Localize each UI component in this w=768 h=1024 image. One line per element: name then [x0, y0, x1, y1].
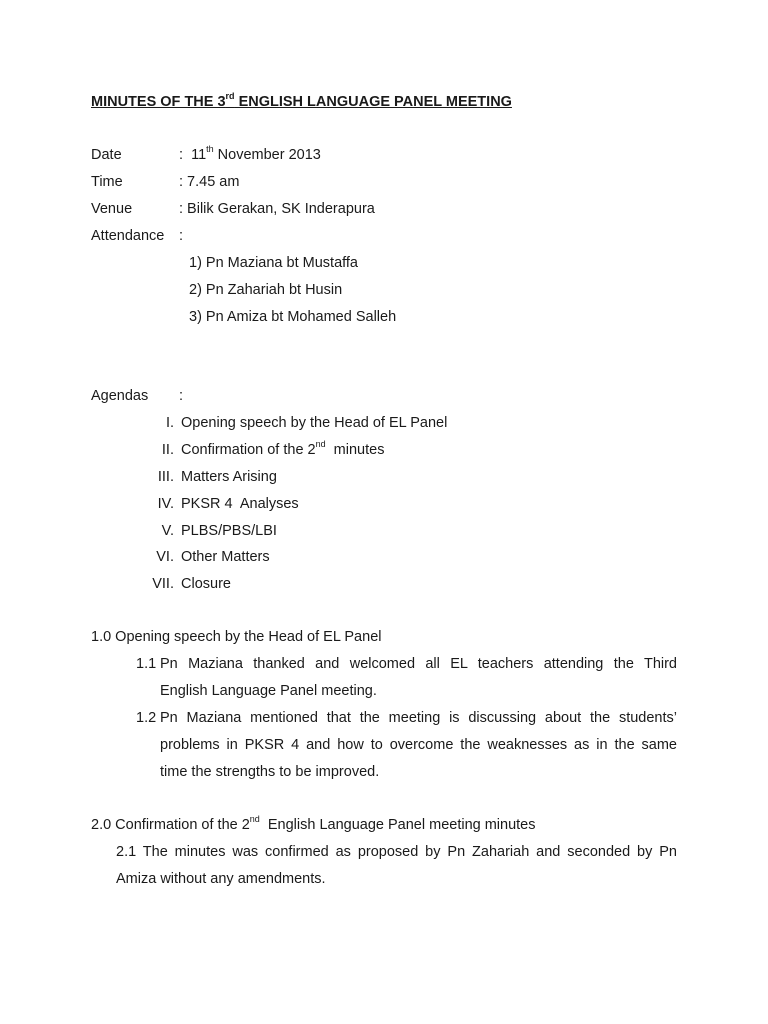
- section-1-heading: 1.0 Opening speech by the Head of EL Panel: [91, 629, 382, 645]
- section-1-2-line: problems in PKSR 4 and how to overcome the weaknesses as in the same: [160, 737, 677, 753]
- section-1-1-number: 1.1: [136, 656, 157, 672]
- agenda-item: Closure: [181, 576, 231, 592]
- agenda-item: Other Matters: [181, 549, 270, 565]
- agenda-numeral: VII.: [152, 576, 174, 592]
- section-1-2-line: time the strengths to be improved.: [160, 764, 380, 780]
- agenda-numeral: III.: [157, 469, 174, 485]
- section-2-1-line: 2.1 The minutes was confirmed as proposed by Pn Zahariah and seconded by Pn: [116, 844, 677, 860]
- agenda-item: PKSR 4 Analyses: [181, 496, 299, 512]
- title-superscript: rd: [225, 91, 235, 102]
- time-label: Time: [91, 174, 123, 190]
- agenda-item: [181, 440, 384, 460]
- agenda-item: Opening speech by the Head of EL Panel: [181, 415, 448, 431]
- section-1-1-line: English Language Panel meeting.: [160, 683, 377, 699]
- agenda-item-superscript: nd: [315, 439, 326, 450]
- date-value: [179, 145, 321, 165]
- date-superscript: th: [206, 144, 214, 155]
- section-1-2-line: Pn Maziana mentioned that the meeting is discussing about the students’: [160, 710, 677, 726]
- agenda-numeral: II.: [161, 442, 174, 458]
- agenda-item: Matters Arising: [181, 469, 277, 485]
- section-2-1-line: Amiza without any amendments.: [116, 871, 326, 887]
- date-value-post: November 2013: [213, 147, 321, 163]
- section-2-heading-superscript: nd: [249, 814, 260, 825]
- section-2-heading: [91, 815, 536, 835]
- attendee-item: 1) Pn Maziana bt Mustaffa: [189, 255, 358, 271]
- venue-value: : Bilik Gerakan, SK Inderapura: [179, 201, 375, 217]
- title-text: MINUTES OF THE 3: [91, 94, 226, 110]
- attendee-item: 3) Pn Amiza bt Mohamed Salleh: [189, 309, 397, 325]
- section-2-heading-text-rest: English Language Panel meeting minutes: [259, 817, 536, 833]
- attendance-colon: :: [179, 228, 184, 244]
- document-title: [91, 92, 512, 112]
- title-text-rest: ENGLISH LANGUAGE PANEL MEETING: [234, 94, 512, 110]
- agenda-item-text: Confirmation of the 2: [181, 442, 316, 458]
- agenda-numeral: I.: [165, 415, 174, 431]
- section-1-2-number: 1.2: [136, 710, 157, 726]
- agenda-numeral: V.: [161, 523, 174, 539]
- attendee-item: 2) Pn Zahariah bt Husin: [189, 282, 343, 298]
- date-value-pre: : 11: [179, 147, 207, 163]
- attendance-label: Attendance: [91, 228, 165, 244]
- agenda-item: PLBS/PBS/LBI: [181, 523, 277, 539]
- agendas-colon: :: [179, 388, 184, 404]
- agenda-item-text-rest: minutes: [325, 442, 385, 458]
- time-value: : 7.45 am: [179, 174, 240, 190]
- agenda-numeral: IV.: [157, 496, 174, 512]
- section-1-1-line: Pn Maziana thanked and welcomed all EL teachers attending the Third: [160, 656, 677, 672]
- agenda-numeral: VI.: [156, 549, 174, 565]
- agendas-label: Agendas: [91, 388, 149, 404]
- venue-label: Venue: [91, 201, 133, 217]
- section-2-heading-text: 2.0 Confirmation of the 2: [91, 817, 250, 833]
- date-label: Date: [91, 147, 122, 163]
